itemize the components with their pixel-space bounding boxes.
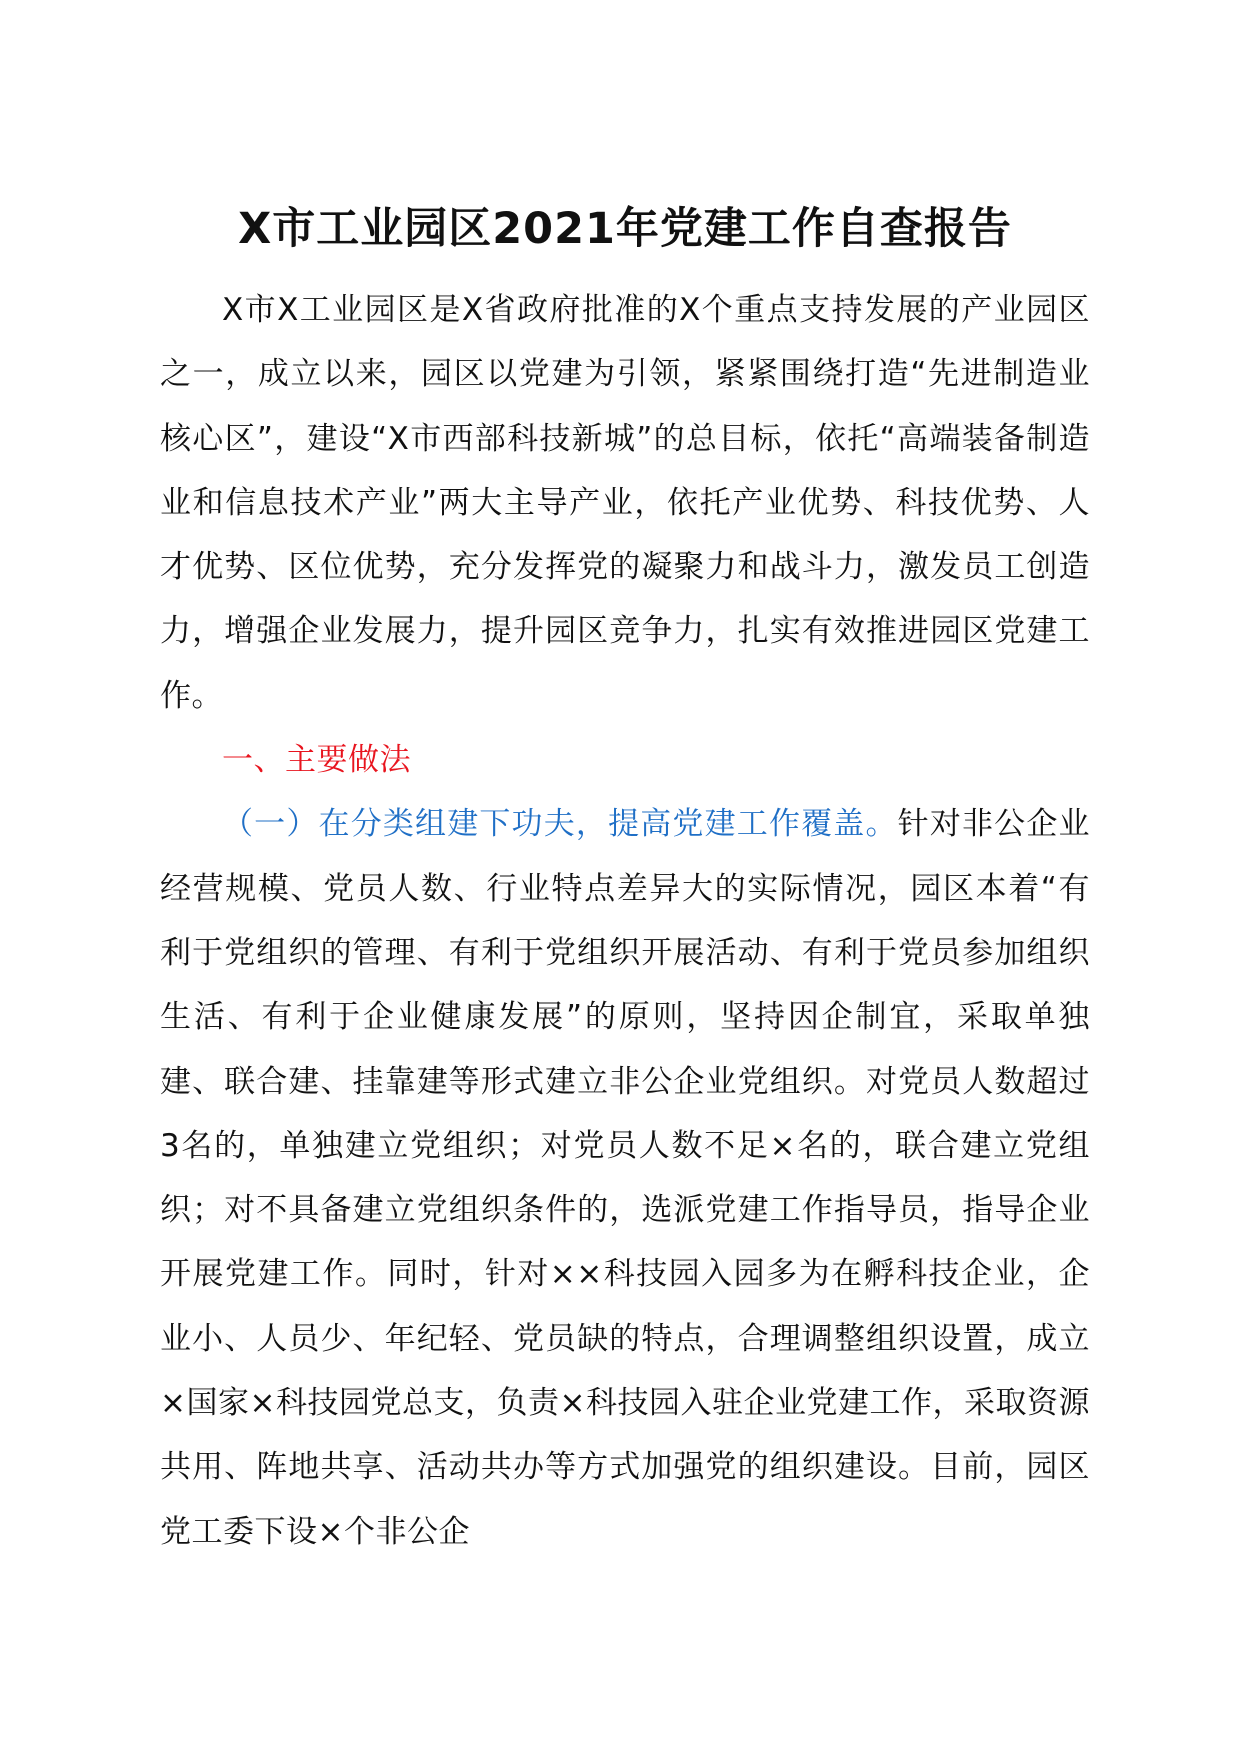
document-title: X市工业园区2021年党建工作自查报告 <box>238 204 1012 254</box>
subsection-paragraph <box>160 792 1090 1564</box>
subsection-body: 针对非公企业经营规模、党员人数、行业特点差异大的实际情况，园区本着“有利于党组织的管理、有利于党组织开展活动、有利于党员参加组织生活、有利于企业健康发展”的原则，坚持因企制宜，采取单独建、联合建、挂靠建等形式建立非公企业党组织。对党员人数超过3名的，单独建立党组织；对党员人数不足×名的，联合建立党组织；对不具备建立党组织条件的，选派党建工作指导员，指导企业开展党建工作。同时，针对××科技园入园多为在孵科技企业，企业小、人员少、年纪轻、党员缺的特点，合理调整组织设置，成立×国家×科技园党总支，负责×科技园入驻企业党建工作，采取资源共用、阵地共享、活动共办等方式加强党的组织建设。目前，园区党工委下设×个非公企 <box>160 806 1091 1550</box>
subsection-title: （一）在分类组建下功夫，提高党建工作覆盖。 <box>222 806 898 843</box>
document-page <box>160 200 1090 1564</box>
section-heading-main-practices: 一、主要做法 <box>222 742 411 779</box>
intro-paragraph: X市X工业园区是X省政府批准的X个重点支持发展的产业园区之一，成立以来，园区以党建为引领，紧紧围绕打造“先进制造业核心区”，建设“X市西部科技新城”的总目标，依托“高端装备制造业和信息技术产业”两大主导产业，依托产业优势、科技优势、人才优势、区位优势，充分发挥党的凝聚力和战斗力，激发员工创造力，增强企业发展力，提升园区竞争力，扎实有效推进园区党建工作。 <box>160 292 1090 714</box>
